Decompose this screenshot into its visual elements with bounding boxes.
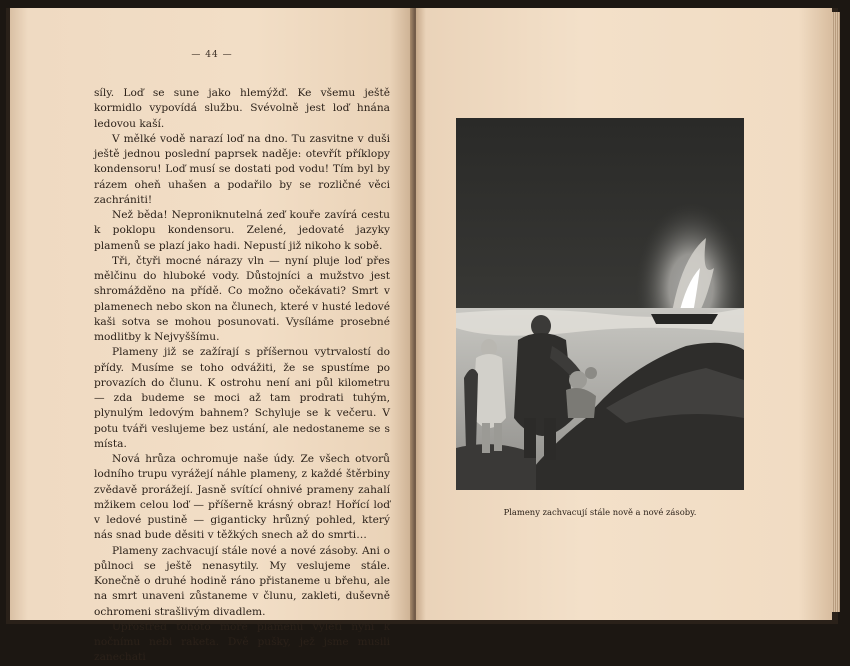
paragraph: Než běda! Neproniknutelná zeď kouře zavírá cestu k poklopu kondensoru. Zelené, jedovaté jazyky plamenů se plazí jako hadi. Nepustí již nikoho k sobě. bbox=[94, 209, 390, 252]
figure-caption: Plameny zachvacují stále nově a nové zásoby. bbox=[503, 507, 697, 517]
paragraph: Plameny zachvacují stále nové a nové zásoby. Ani o půlnoci se ještě nenasytily. My veslujeme stále. Konečně o druhé hodině ráno přistaneme u břehu, ale na smrt unaveni zůstaneme v člunu, zakleti, duševně ochromeni strašlivým divadlem. bbox=[94, 544, 390, 618]
paragraph: Uprostřed tohoto moře plamenů vyletí nyní k nočnímu nebi raketa. Dvě pušky, jež jsme musili zanechati bbox=[94, 620, 390, 664]
body-text bbox=[94, 86, 390, 666]
paragraph: V mělké vodě narazí loď na dno. Tu zasvitne v duši ještě jednou poslední paprsek naděje: otevřít příklopy kondensoru! Loď musí se dostati pod vodu! Tím byl by rázem oheň uhašen a podařilo by se rozličné věci zachrániti! bbox=[94, 132, 390, 206]
page-edges bbox=[832, 12, 840, 612]
paragraph: Plameny již se zažírají s příšernou vytrvalostí do přídy. Musíme se toho odvážiti, že se spustíme po provazích do člunu. K ostrohu není ani půl kilometru — zda budeme se moci až tam prodrati tuhým, plynulým ledovým bahnem? Schyluje se k večeru. V potu tváři veslujeme bez ustání, ale nedostaneme se s místa. bbox=[94, 346, 390, 450]
left-page bbox=[10, 8, 414, 664]
illustration-burning-ship bbox=[456, 118, 744, 490]
paragraph: síly. Loď se sune jako hlemýžď. Ke všemu ještě kormidlo vypovídá službu. Svévolně jest loď hnána ledovou kaší. bbox=[94, 87, 390, 130]
open-book bbox=[6, 8, 838, 664]
paragraph: Tři, čtyři mocné nárazy vln — nyní pluje loď přes mělčinu do hluboké vody. Důstojníci a mužstvo jest shromážděno na přídě. Co možno očekávati? Smrt v plamenech nebo skon na člunech, které v husté ledové kaši sotva se mohou posunovati. Vysíláme prosebné modlitby k Nejvyššímu. bbox=[94, 254, 390, 343]
page-number: — 44 — bbox=[191, 50, 233, 60]
right-page bbox=[416, 8, 832, 620]
paragraph: Nová hrůza ochromuje naše údy. Ze všech otvorů lodního trupu vyrážejí náhle plameny, z každé štěrbiny zvědavě prorážejí. Jasně svítící ohnivé prameny zahalí mžikem celou loď — příšerně krásný obraz! Hořící loď v ledové pustině — giganticky hrůzný pohled, který nás snad bude děsiti v těžkých snech až do smrti… bbox=[94, 453, 390, 542]
